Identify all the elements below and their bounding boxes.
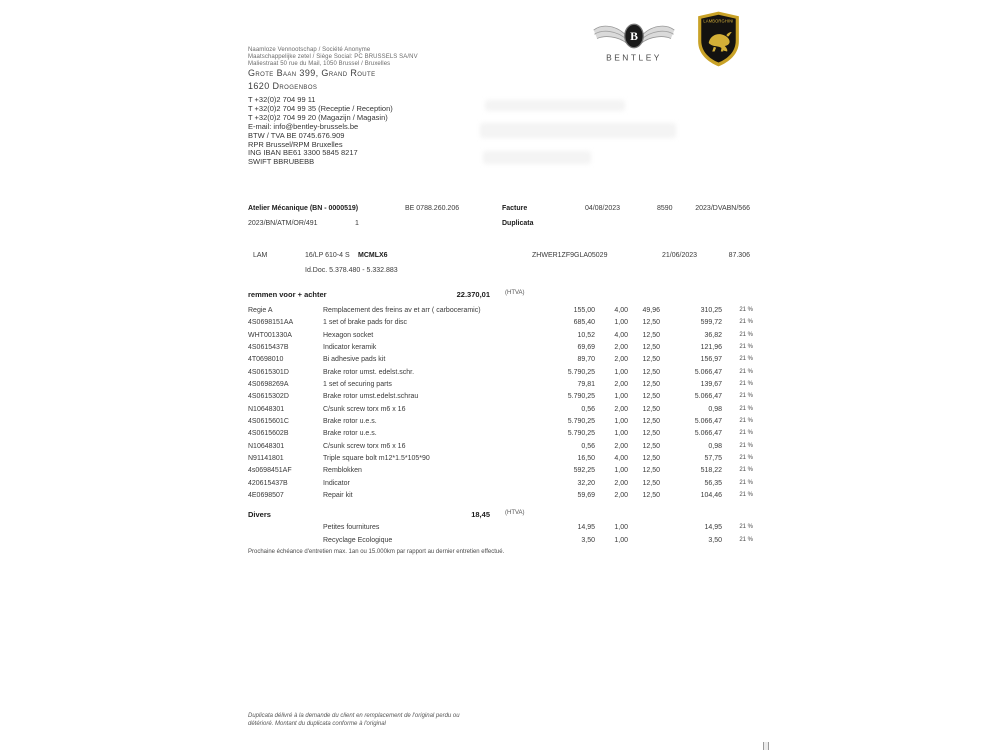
item-code: 4T0698010 — [248, 356, 284, 364]
item-description: C/sunk screw torx m6 x 16 — [323, 442, 406, 450]
disclaimer-line: Duplicata délivré à la demande du client en remplacement de l'original perdu ou — [248, 713, 460, 719]
item-quantity: 2,00 — [614, 343, 628, 351]
item-discount: 12,50 — [642, 343, 660, 351]
item-code: 4S0615302D — [248, 393, 289, 401]
vehicle-vin: ZHWER1ZF9GLA05029 — [532, 252, 608, 259]
item-total: 156,97 — [700, 356, 722, 364]
legal-line: Naamloze Vennootschap / Société Anonyme — [248, 47, 371, 53]
vehicle-id-doc: Id.Doc. 5.378.480 - 5.332.883 — [305, 267, 398, 274]
invoice-reference: 2023/DVABN/566 — [695, 205, 750, 212]
item-vat-rate: 21 % — [739, 479, 753, 486]
item-total: 5.066,47 — [694, 368, 722, 376]
item-vat-rate: 21 % — [739, 356, 753, 363]
item-vat-rate: 21 % — [739, 524, 753, 530]
item-description: Indicator keramik — [323, 343, 377, 351]
item-code: 4S0615301D — [248, 368, 289, 376]
item-discount: 49,96 — [642, 307, 660, 314]
line-item-row — [237, 332, 769, 344]
item-unit-price: 59,69 — [577, 491, 595, 499]
item-unit-price: 89,70 — [577, 356, 595, 364]
line-item-row — [237, 524, 769, 537]
item-vat-rate: 21 % — [739, 537, 753, 543]
item-quantity: 2,00 — [614, 491, 628, 499]
item-vat-rate: 21 % — [739, 454, 753, 461]
item-unit-price: 5.790,25 — [567, 393, 595, 401]
duplicate-disclaimer — [248, 713, 460, 728]
item-unit-price: 5.790,25 — [567, 417, 595, 425]
item-quantity: 4,00 — [614, 454, 628, 462]
item-description: Indicator — [323, 479, 350, 487]
item-quantity: 4,00 — [614, 331, 628, 339]
invoice-page — [237, 0, 769, 742]
vehicle-date: 21/06/2023 — [662, 252, 698, 259]
iban-line: ING IBAN BE61 3300 5845 8217 — [248, 148, 358, 158]
company-legal-block — [248, 47, 418, 68]
vehicle-model-code: 16/LP 610-4 S — [305, 252, 350, 259]
item-discount: 12,50 — [642, 380, 660, 388]
item-total: 36,82 — [704, 331, 722, 339]
item-total: 121,96 — [700, 343, 722, 351]
vehicle-mileage: 87.306 — [728, 252, 750, 259]
line-item-row — [237, 480, 769, 492]
item-discount: 12,50 — [642, 356, 660, 364]
item-discount: 12,50 — [642, 454, 660, 462]
item-description: Triple square bolt m12*1.5*105*90 — [323, 454, 430, 462]
item-quantity: 1,00 — [614, 417, 628, 425]
item-description: Brake rotor u.e.s. — [323, 430, 377, 438]
item-unit-price: 14,95 — [577, 524, 595, 531]
line-item-row — [237, 393, 769, 405]
item-quantity: 2,00 — [614, 442, 628, 450]
section-title: Divers — [248, 510, 271, 519]
item-code: WHT001330A — [248, 331, 292, 339]
line-items-table — [237, 307, 769, 504]
line-item-row — [237, 430, 769, 442]
item-total: 599,72 — [700, 319, 722, 327]
item-total: 310,25 — [700, 307, 722, 314]
item-quantity: 4,00 — [614, 307, 628, 314]
item-quantity: 1,00 — [614, 430, 628, 438]
line-item-row — [237, 369, 769, 381]
item-unit-price: 79,81 — [577, 380, 595, 388]
customer-vat-number: BE 0788.260.206 — [405, 205, 460, 212]
item-description: 1 set of securing parts — [323, 380, 392, 388]
item-total: 56,35 — [704, 479, 722, 487]
item-description: Hexagon socket — [323, 331, 374, 339]
item-discount: 12,50 — [642, 331, 660, 339]
redacted-customer-line — [485, 100, 625, 111]
item-vat-rate: 21 % — [739, 417, 753, 424]
item-code: 4s0698451AF — [248, 467, 292, 475]
item-total: 518,22 — [700, 467, 722, 475]
item-discount: 12,50 — [642, 479, 660, 487]
item-description: C/sunk screw torx m6 x 16 — [323, 405, 406, 413]
item-quantity: 2,00 — [614, 405, 628, 413]
item-code: 4S0615602B — [248, 430, 289, 438]
divers-items-table — [237, 524, 769, 550]
lamborghini-wordmark: LAMBORGHINI — [703, 18, 734, 24]
item-vat-rate: 21 % — [739, 307, 753, 313]
line-item-row — [237, 406, 769, 418]
department-label: Atelier Mécanique (BN - 0000519) — [248, 205, 359, 212]
item-code: N10648301 — [248, 405, 285, 413]
item-description: Brake rotor umst.edelst.schrau — [323, 393, 419, 401]
item-quantity: 1,00 — [614, 368, 628, 376]
disclaimer-line: détérioré. Montant du duplicata conforme à l'original — [248, 720, 386, 727]
line-item-row — [237, 356, 769, 368]
item-code: 420615437B — [248, 479, 288, 487]
email-line: E-mail: info@bentley-brussels.be — [248, 121, 359, 131]
invoice-number: 8590 — [657, 205, 673, 212]
item-unit-price: 592,25 — [573, 467, 595, 475]
item-description: Brake rotor u.e.s. — [323, 417, 377, 425]
item-code: N91141801 — [248, 454, 284, 462]
item-total: 0,98 — [708, 405, 722, 413]
item-vat-rate: 21 % — [739, 491, 753, 498]
item-vat-rate: 21 % — [739, 430, 753, 437]
item-discount: 12,50 — [642, 319, 660, 327]
line-item-row — [237, 455, 769, 467]
item-discount: 12,50 — [642, 417, 660, 425]
item-quantity: 2,00 — [614, 380, 628, 388]
legal-line: Maliestraat 50 rue du Mail, 1050 Brussel / Bruxelles — [248, 61, 391, 67]
line-item-row — [237, 307, 769, 319]
line-item-row — [237, 418, 769, 430]
line-item-row — [237, 467, 769, 479]
document-type-label: Facture — [502, 205, 528, 212]
lamborghini-logo-icon — [695, 10, 742, 68]
phone-line: T +32(0)2 704 99 20 (Magazijn / Magasin) — [248, 112, 388, 122]
item-code: 4S0698269A — [248, 380, 289, 388]
item-unit-price: 155,00 — [573, 307, 595, 314]
item-total: 5.066,47 — [694, 393, 722, 401]
bentley-logo-icon — [592, 18, 676, 64]
item-discount: 12,50 — [642, 368, 660, 376]
phone-line: T +32(0)2 704 99 35 (Receptie / Reception) — [248, 103, 393, 113]
item-unit-price: 0,56 — [581, 405, 595, 413]
item-vat-rate: 21 % — [739, 319, 753, 326]
item-vat-rate: 21 % — [739, 393, 753, 400]
item-quantity: 1,00 — [614, 393, 628, 401]
item-unit-price: 685,40 — [573, 319, 595, 327]
order-reference: 2023/BN/ATM/OR/491 — [248, 220, 318, 227]
section-tax-label: (HTVA) — [505, 510, 525, 516]
item-quantity: 1,00 — [614, 537, 628, 544]
line-item-row — [237, 492, 769, 504]
legal-line: Maatschappelijke zetel / Siège Social: PC BRUSSELS SA/NV — [248, 54, 418, 60]
rpr-line: RPR Brussel/RPM Bruxelles — [248, 139, 343, 149]
item-quantity: 1,00 — [614, 524, 628, 531]
item-vat-rate: 21 % — [739, 331, 753, 338]
item-unit-price: 69,69 — [577, 343, 595, 351]
company-address-line2: 1620 Drogenbos — [248, 81, 318, 91]
item-code: 4S0698151AA — [248, 319, 294, 327]
item-description: Petites fournitures — [323, 524, 380, 531]
item-discount: 12,50 — [642, 467, 660, 475]
item-code: N10648301 — [248, 442, 285, 450]
line-item-row — [237, 381, 769, 393]
item-code: 4S0615437B — [248, 343, 289, 351]
item-quantity: 2,00 — [614, 479, 628, 487]
item-total: 14,95 — [704, 524, 722, 531]
swift-line: SWIFT BBRUBEBB — [248, 157, 315, 167]
line-item-row — [237, 443, 769, 455]
item-vat-rate: 21 % — [739, 343, 753, 350]
item-description: Brake rotor umst. edelst.schr. — [323, 368, 415, 376]
item-code: 4E0698507 — [248, 491, 284, 499]
item-description: Remplacement des freins av et arr ( carboceramic) — [323, 307, 481, 314]
section-title: remmen voor + achter — [248, 290, 327, 299]
section-total: 18,45 — [471, 510, 490, 519]
item-unit-price: 0,56 — [581, 442, 595, 450]
item-unit-price: 5.790,25 — [567, 430, 595, 438]
item-discount: 12,50 — [642, 405, 660, 413]
item-total: 0,98 — [708, 442, 722, 450]
maintenance-note: Prochaine échéance d'entretien max. 1an ou 15.000km par rapport au dernier entretien effectué. — [248, 549, 505, 555]
item-quantity: 1,00 — [614, 319, 628, 327]
item-description: Recyclage Ecologique — [323, 537, 393, 544]
item-vat-rate: 21 % — [739, 405, 753, 412]
item-description: Repair kit — [323, 491, 353, 499]
item-vat-rate: 21 % — [739, 442, 753, 449]
line-item-row — [237, 344, 769, 356]
item-unit-price: 10,52 — [577, 331, 595, 339]
item-vat-rate: 21 % — [739, 368, 753, 375]
page-number: 1 — [355, 220, 359, 227]
item-vat-rate: 21 % — [739, 380, 753, 387]
invoice-date: 04/08/2023 — [585, 205, 621, 212]
item-code: 4S0615601C — [248, 417, 289, 425]
item-discount: 12,50 — [642, 442, 660, 450]
item-code: Regie A — [248, 307, 273, 314]
company-address-line1: Grote Baan 399, Grand Route — [248, 68, 376, 78]
item-discount: 12,50 — [642, 491, 660, 499]
item-discount: 12,50 — [642, 393, 660, 401]
vehicle-plate: MCMLX6 — [358, 252, 388, 259]
company-contact-block — [248, 96, 393, 167]
line-item-row — [237, 319, 769, 331]
item-unit-price: 5.790,25 — [567, 368, 595, 376]
section-tax-label: (HTVA) — [505, 290, 525, 296]
item-quantity: 1,00 — [614, 467, 628, 475]
item-description: Remblokken — [323, 467, 362, 475]
redacted-customer-line — [480, 123, 676, 138]
item-unit-price: 32,20 — [577, 479, 595, 487]
item-total: 5.066,47 — [694, 430, 722, 438]
item-total: 139,67 — [700, 380, 722, 388]
item-quantity: 2,00 — [614, 356, 628, 364]
section-total: 22.370,01 — [456, 290, 490, 299]
item-total: 104,46 — [700, 491, 722, 499]
phone-line: T +32(0)2 704 99 11 — [248, 95, 316, 104]
item-total: 3,50 — [708, 537, 722, 544]
vat-line: BTW / TVA BE 0745.676.909 — [248, 130, 345, 140]
item-unit-price: 16,50 — [577, 454, 595, 462]
item-vat-rate: 21 % — [739, 467, 753, 474]
item-description: 1 set of brake pads for disc — [323, 319, 408, 327]
item-total: 5.066,47 — [694, 417, 722, 425]
item-total: 57,75 — [704, 454, 722, 462]
svg-text:B: B — [630, 30, 638, 44]
bentley-wordmark: BENTLEY — [606, 52, 662, 63]
duplicate-label: Duplicata — [502, 220, 534, 227]
item-discount: 12,50 — [642, 430, 660, 438]
item-unit-price: 3,50 — [581, 537, 595, 544]
item-description: Bi adhesive pads kit — [323, 356, 386, 364]
vehicle-brand: LAM — [253, 252, 268, 259]
redacted-customer-line — [483, 151, 591, 164]
